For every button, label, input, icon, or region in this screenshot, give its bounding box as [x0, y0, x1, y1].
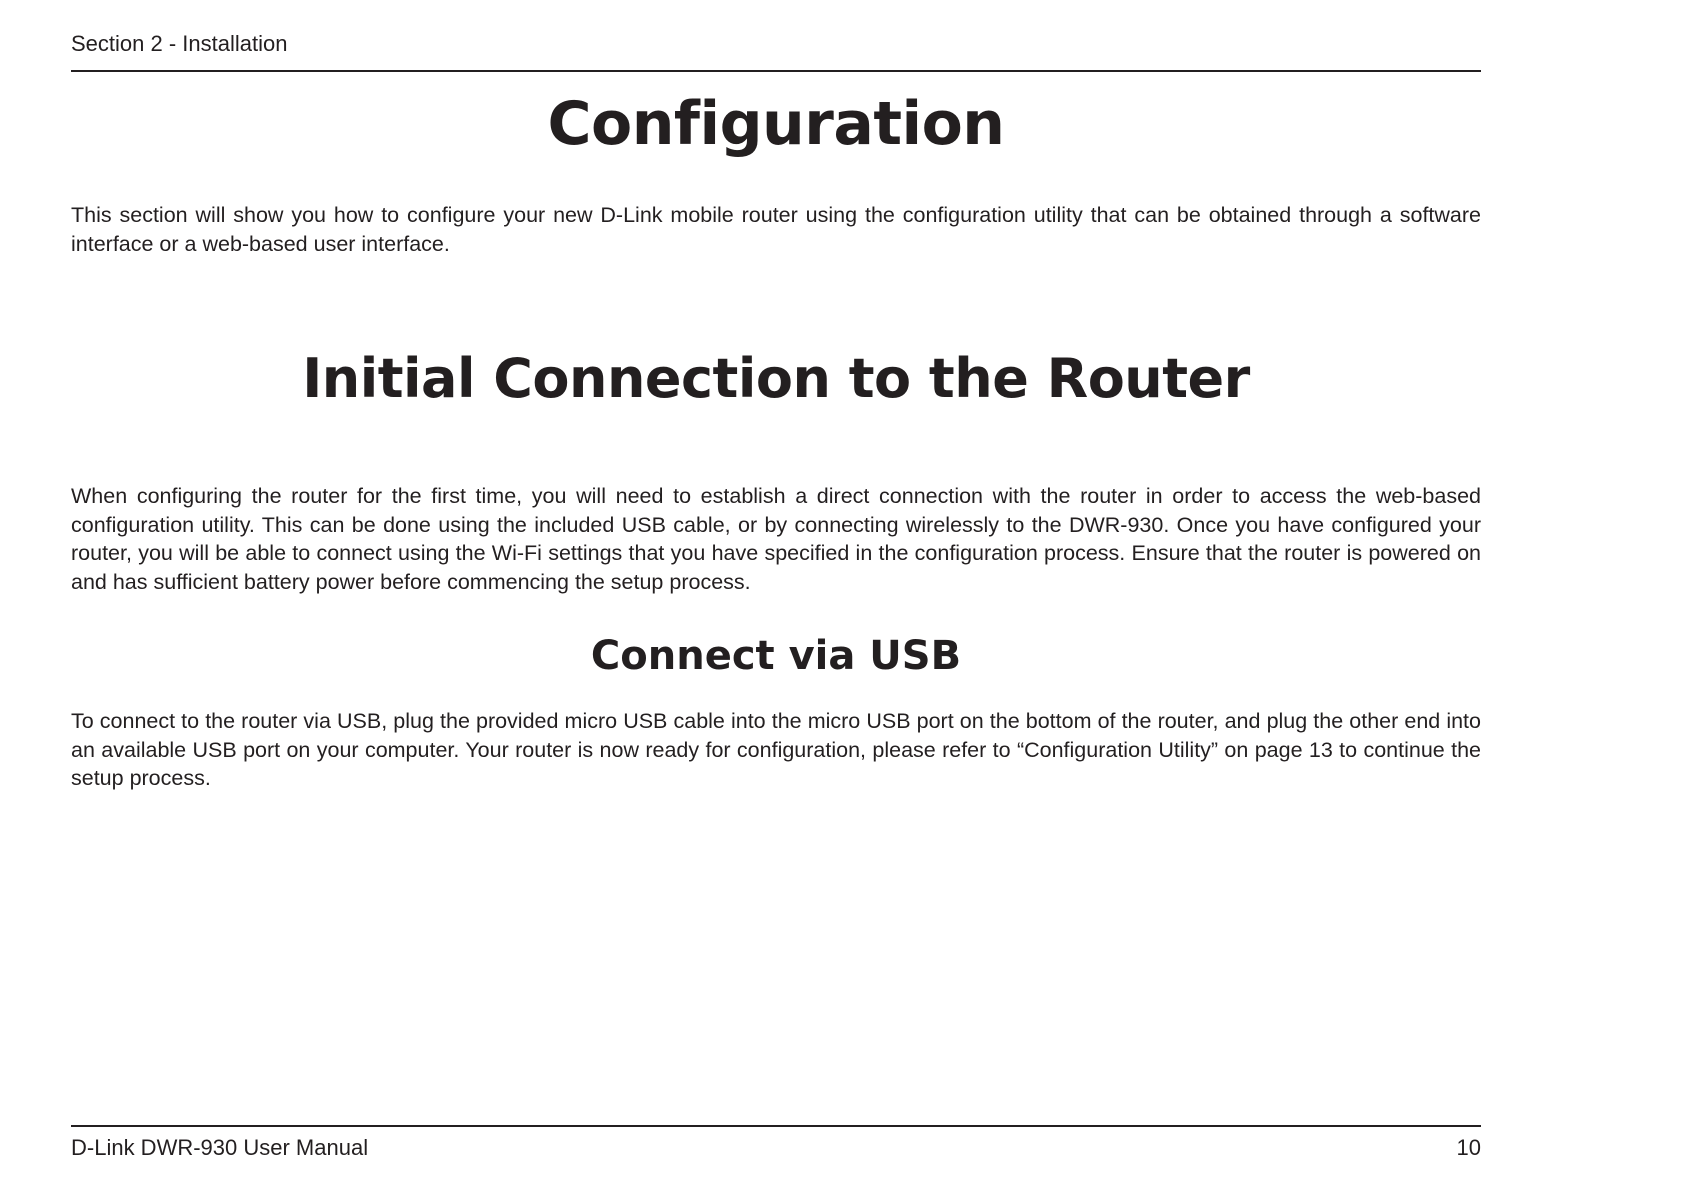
initial-connection-paragraph: When configuring the router for the first time, you will need to establish a direct connection with the router in order to access the web-based configuration utility. This can be done using the included USB cable, or by connecting wirelessly to the DWR-930. Once you have configured your router, you will be able to connect using the Wi-Fi settings that you have specified in the configuration process. Ensure that the router is powered on and has sufficient battery power before commencing the setup process. [71, 484, 1481, 594]
section-label: Section 2 - Installation [71, 31, 288, 56]
page-number: 10 [1456, 1135, 1481, 1160]
footer-divider [71, 1125, 1481, 1127]
footer-manual-title: D-Link DWR-930 User Manual [71, 1135, 369, 1160]
initial-connection-heading: Initial Connection to the Router [302, 347, 1250, 410]
configuration-intro-paragraph: This section will show you how to configure your new D-Link mobile router using the configuration utility that can be obtained through a software interface or a web-based user interface. [71, 203, 1481, 256]
connect-via-usb-heading: Connect via USB [590, 633, 962, 679]
connect-via-usb-paragraph: To connect to the router via USB, plug the provided micro USB cable into the micro USB port on the bottom of the router, and plug the other end into an available USB port on your computer. Your router is now ready for configuration, please refer to “Configuration Utility” on page 13 to continue the setup process. [71, 709, 1481, 790]
configuration-heading: Configuration [547, 89, 1005, 159]
header-divider [71, 70, 1481, 72]
